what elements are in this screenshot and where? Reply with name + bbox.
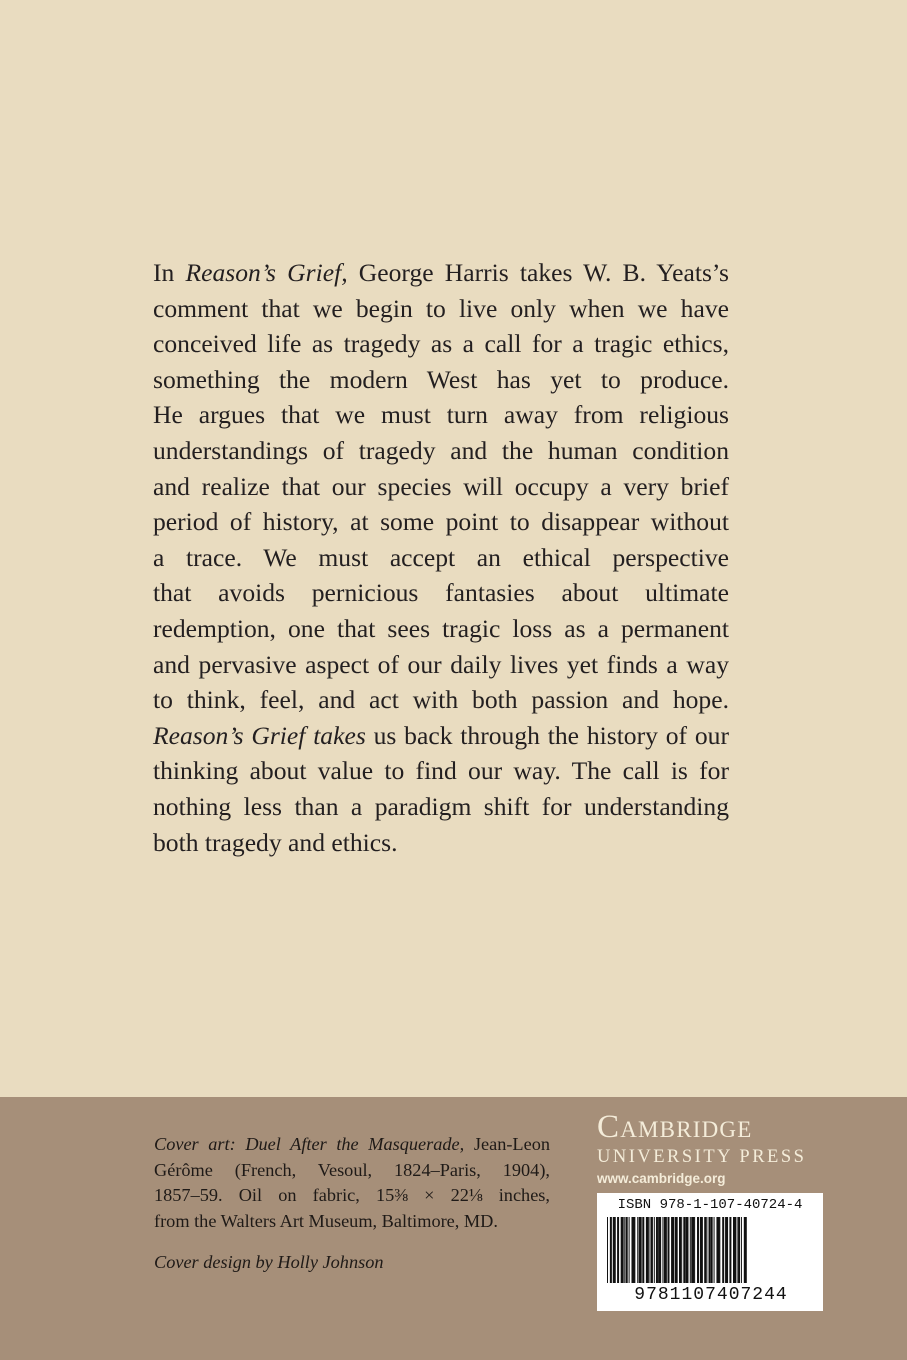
text-run: something the modern West has yet to produce. [153,364,729,394]
barcode-bar [610,1217,612,1283]
text-run: understandings of tragedy and the human condition [153,435,729,465]
text-run: us back through the history of our [365,720,729,750]
barcode-bar [671,1217,674,1283]
text-run: redemption, one that sees tragic loss as a permanent [153,613,729,643]
credits-line [154,1132,550,1158]
barcode-image [605,1217,815,1283]
text-run: 1857–59. Oil on fabric, 15⅜ × 22⅛ inches, [154,1185,550,1205]
barcode-bar [634,1217,635,1283]
blurb-line [153,433,729,469]
barcode-bar [629,1217,630,1283]
barcode-bar [651,1217,653,1283]
blurb-line [153,326,729,362]
barcode-bar [697,1217,699,1283]
barcode-box [597,1193,823,1311]
italic-title-text: Reason’s Grief, [185,258,348,287]
text-run: a trace. We must accept an ethical perspective [153,542,729,572]
isbn-label: ISBN 978-1-107-40724-4 [617,1197,803,1213]
text-run: to think, feel, and act with both passion and hope. [153,685,729,715]
text-run: that avoids pernicious fantasies about ultimate [153,578,729,608]
barcode-bar [719,1217,720,1283]
barcode-digits: 9781107407244 [634,1285,788,1305]
barcode-bar [607,1217,608,1283]
barcode-bar [639,1217,642,1283]
blurb-line [153,540,729,576]
barcode-bar [729,1217,731,1283]
blurb-line [153,825,729,861]
barcode-bar [624,1217,625,1283]
publisher-url: www.cambridge.org [597,1171,726,1186]
blurb-line [153,753,729,789]
barcode-bar [722,1217,724,1283]
blurb-line [153,611,729,647]
blurb-line [153,397,729,433]
blurb-line [153,255,729,291]
text-run: Jean-Leon [464,1134,550,1154]
text-run: and pervasive aspect of our daily lives yet finds a way [153,649,729,679]
barcode-bar [714,1217,715,1283]
barcode-bar [675,1217,678,1283]
text-run: In [153,258,186,287]
publisher-subtitle: UNIVERSITY PRESS [597,1147,807,1167]
cover-art-credit [154,1132,550,1234]
text-run: He argues that we must turn away from religious [153,400,729,430]
barcode-bar [621,1217,624,1283]
barcode-bar [631,1217,634,1283]
barcode-bar [694,1217,695,1283]
barcode-bar [658,1217,661,1283]
blurb-line [153,504,729,540]
text-run: comment that we begin to live only when we have [153,293,729,323]
barcode-bar [706,1217,707,1283]
blurb-line [153,469,729,505]
barcode-bar [741,1217,742,1283]
barcode-bar [716,1217,719,1283]
barcode-bar [617,1217,619,1283]
barcode-bar [704,1217,706,1283]
blurb-line [153,789,729,825]
publisher-logo [597,1108,823,1168]
text-run: period of history, at some point to disappear without [153,507,729,537]
barcode-bar [709,1217,711,1283]
text-run: Gérôme (French, Vesoul, 1824–Paris, 1904), [154,1159,550,1180]
barcode-bar [656,1217,658,1283]
barcode-bar [737,1217,738,1283]
credits-line [154,1209,550,1235]
barcode-bar [681,1217,682,1283]
blurb-line [153,682,729,718]
italic-title-text: Cover art: Duel After the Masquerade, [154,1134,465,1154]
barcode-bar [738,1217,740,1283]
text-run: from the Walters Art Museum, Baltimore, MD. [154,1210,498,1231]
text-run: nothing less than a paradigm shift for understanding [153,791,729,821]
text-run: George Harris takes W. B. Yeats’s [347,258,729,287]
barcode-bar [690,1217,691,1283]
credits-line [154,1158,550,1184]
barcode-bar [691,1217,694,1283]
barcode-bar [683,1217,685,1283]
blurb-line [153,575,729,611]
barcode-bar [637,1217,638,1283]
barcode-bar [626,1217,628,1283]
text-run: thinking about value to find our way. The call is for [153,756,729,786]
publisher-name: Cambridge [597,1109,753,1145]
blurb-line [153,647,729,683]
barcode-bar [685,1217,688,1283]
blurb-text [153,255,729,860]
barcode-bar [654,1217,655,1283]
italic-title-text: Reason’s Grief takes [153,720,366,750]
barcode-bar [667,1217,669,1283]
barcode-bar [744,1217,747,1283]
blurb-line [153,291,729,327]
text-run: conceived life as tragedy as a call for a tragic ethics, [153,329,729,359]
barcode-bar [664,1217,667,1283]
cover-design-credit: Cover design by Holly Johnson [154,1252,384,1272]
barcode-bar [711,1217,713,1283]
barcode-bar [725,1217,728,1283]
blurb-line [153,362,729,398]
barcode-bar [700,1217,703,1283]
blurb-line [153,718,729,754]
barcode-bar [646,1217,649,1283]
barcode-bar [679,1217,681,1283]
text-run: and realize that our species will occupy a very brief [153,471,729,501]
barcode-bar [613,1217,616,1283]
text-run: both tragedy and ethics. [153,827,398,857]
barcode-bar [642,1217,644,1283]
barcode-bar [649,1217,650,1283]
credits-line [154,1183,550,1209]
barcode-bar [733,1217,736,1283]
barcode-bar [662,1217,663,1283]
